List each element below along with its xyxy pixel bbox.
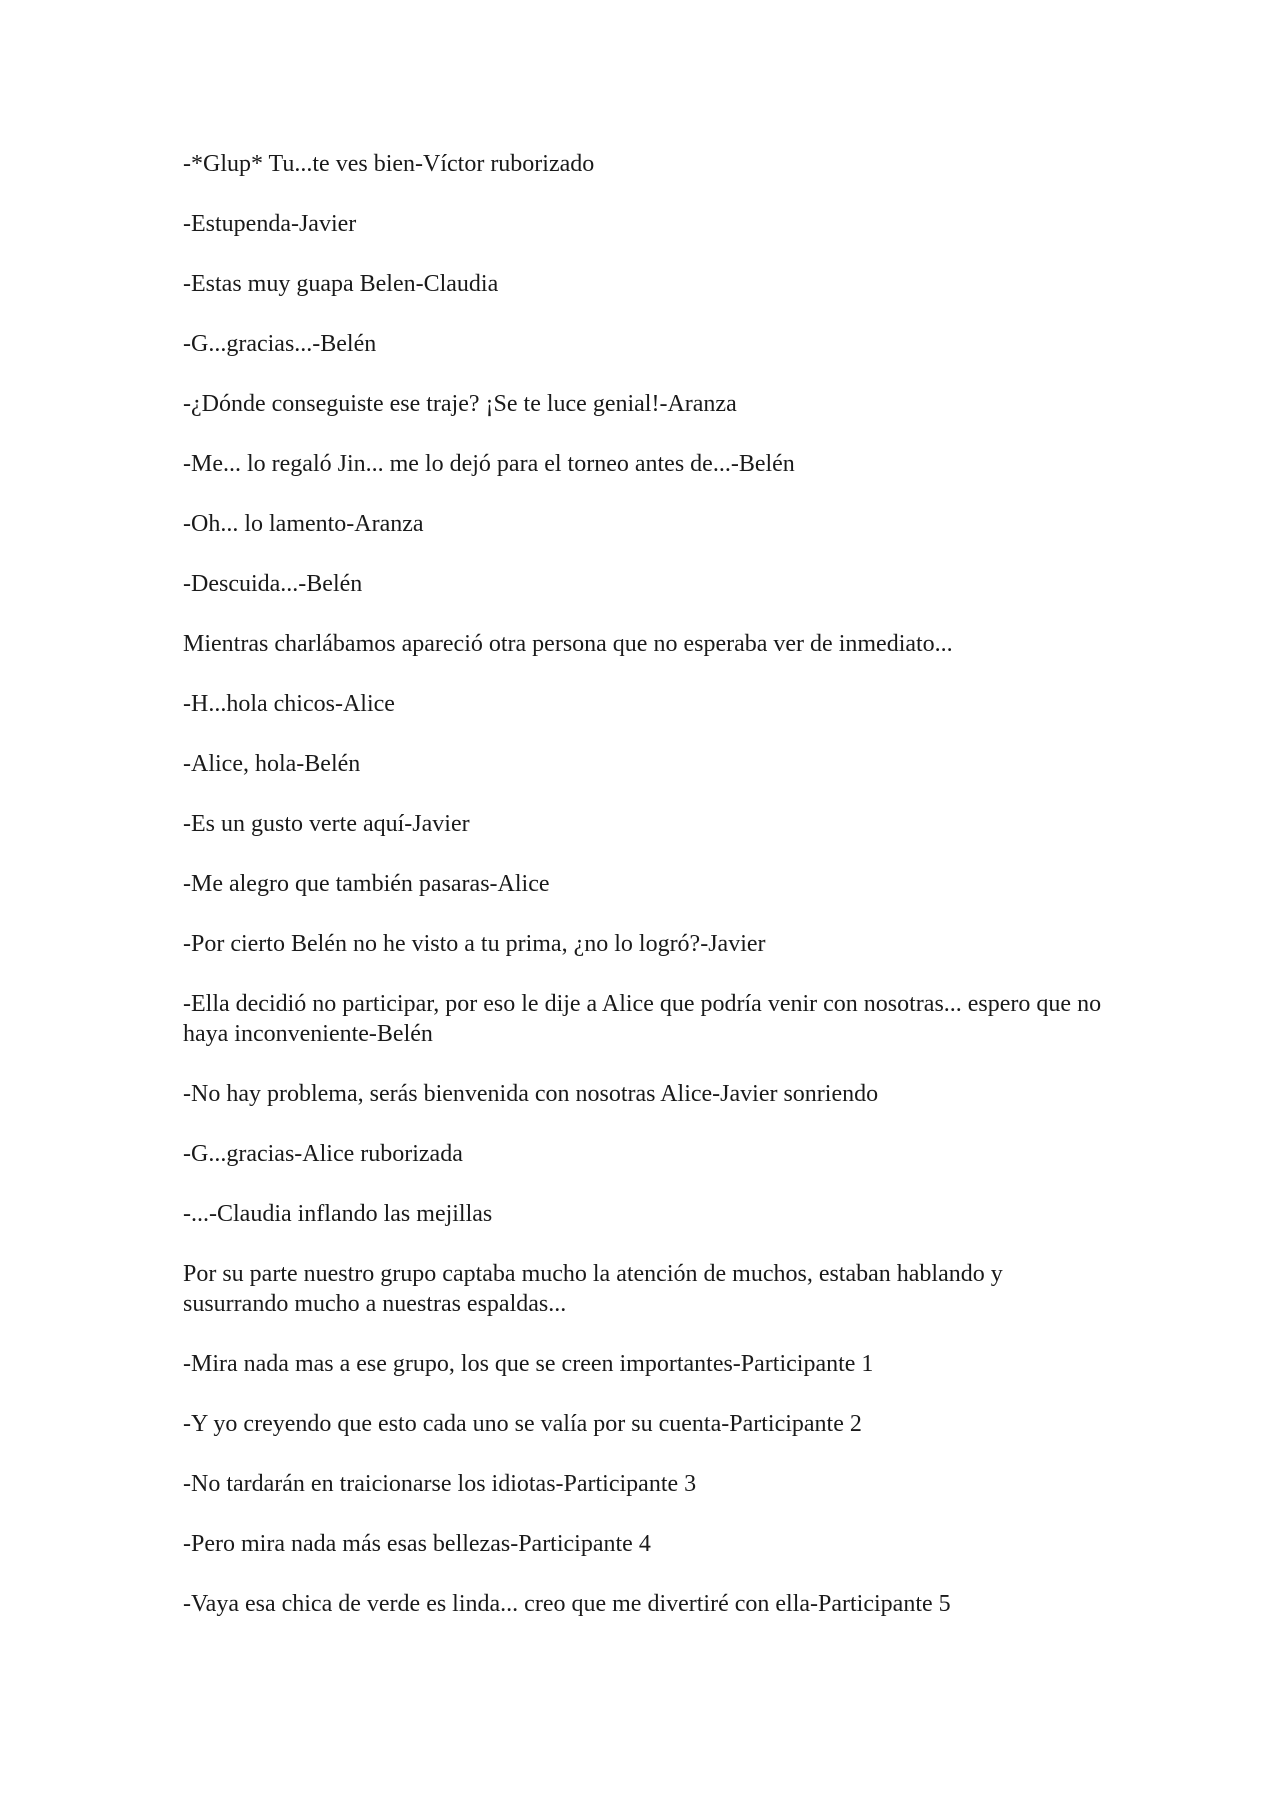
- paragraph: -Estupenda-Javier: [183, 211, 357, 237]
- paragraph: -G...gracias-Alice ruborizada: [183, 1141, 463, 1167]
- paragraph: -Por cierto Belén no he visto a tu prima, ¿no lo logró?-Javier: [183, 931, 766, 957]
- paragraph: -...-Claudia inflando las mejillas: [183, 1201, 493, 1227]
- paragraph: -Es un gusto verte aquí-Javier: [183, 811, 470, 837]
- paragraph: -*Glup* Tu...te ves bien-Víctor ruborizado: [183, 151, 595, 177]
- paragraph: -Descuida...-Belén: [183, 571, 363, 597]
- paragraph: -Y yo creyendo que esto cada uno se valía por su cuenta-Participante 2: [183, 1411, 862, 1437]
- paragraph: -Pero mira nada más esas bellezas-Participante 4: [183, 1531, 651, 1557]
- paragraph: -Mira nada mas a ese grupo, los que se creen importantes-Participante 1: [183, 1351, 874, 1377]
- paragraph: -H...hola chicos-Alice: [183, 691, 395, 717]
- paragraph: Por su parte nuestro grupo captaba mucho la atención de muchos, estaban hablando y susurrando mucho a nuestras espaldas...: [183, 1261, 1003, 1317]
- paragraph: -¿Dónde conseguiste ese traje? ¡Se te luce genial!-Aranza: [183, 391, 737, 417]
- paragraph: -Estas muy guapa Belen-Claudia: [183, 271, 499, 297]
- paragraph: -Ella decidió no participar, por eso le dije a Alice que podría venir con nosotras... espero que no haya inconveniente-Belén: [183, 991, 1102, 1047]
- paragraph: -Vaya esa chica de verde es linda... creo que me divertiré con ella-Participante 5: [183, 1591, 951, 1617]
- paragraph: -Alice, hola-Belén: [183, 751, 361, 777]
- paragraph: -G...gracias...-Belén: [183, 331, 377, 357]
- paragraph: -Me... lo regaló Jin... me lo dejó para el torneo antes de...-Belén: [183, 451, 795, 477]
- paragraph: -Me alegro que también pasaras-Alice: [183, 871, 550, 897]
- story-text: [183, 149, 1103, 1649]
- paragraph: -Oh... lo lamento-Aranza: [183, 511, 424, 537]
- paragraph: -No tardarán en traicionarse los idiotas-Participante 3: [183, 1471, 697, 1497]
- paragraph: Mientras charlábamos apareció otra persona que no esperaba ver de inmediato...: [183, 631, 953, 657]
- paragraph: -No hay problema, serás bienvenida con nosotras Alice-Javier sonriendo: [183, 1081, 879, 1107]
